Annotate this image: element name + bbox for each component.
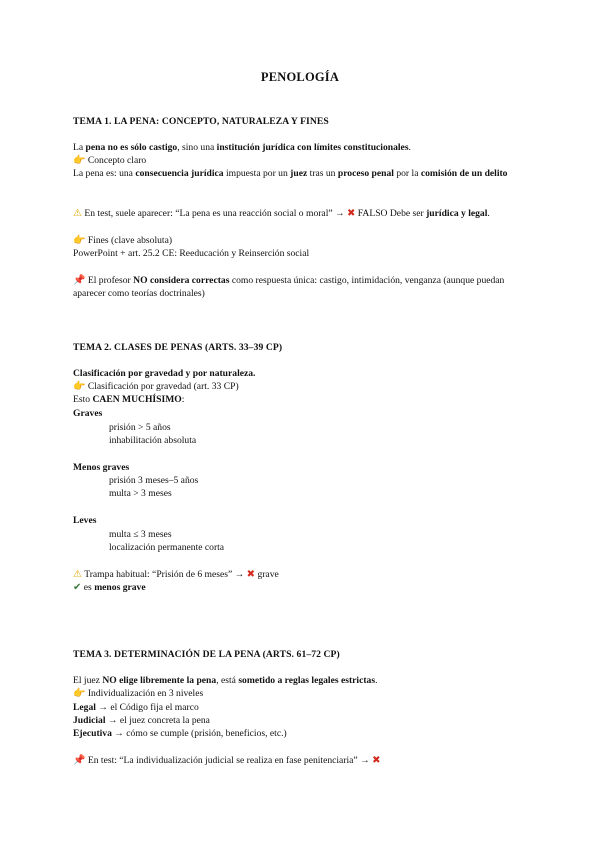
tema-2-sub: Clasificación por gravedad y por naturaleza. bbox=[73, 368, 256, 379]
nivel-judicial: Judicial → el juez concreta la pena bbox=[73, 715, 210, 726]
graves-item: inhabilitación absoluta bbox=[109, 435, 197, 446]
nivel-ejecutiva: Ejecutiva → cómo se cumple (prisión, beneficios, etc.) bbox=[73, 728, 287, 739]
graves-label: Graves bbox=[73, 408, 103, 419]
tema-3-heading: TEMA 3. DETERMINACIÓN DE LA PENA (ARTS. 61–72 CP) bbox=[73, 649, 340, 660]
fines-label-line: 👉 Fines (clave absoluta) bbox=[73, 235, 173, 246]
tema-3-intro: El juez NO elige libremente la pena, está sometido a reglas legales estrictas. bbox=[73, 675, 378, 686]
profesor-note: 📌 El profesor NO considera correctas como respuesta única: castigo, intimidación, venganza (aunque puedan aparecer como teorías doctrinales) bbox=[73, 275, 505, 299]
tema-1-heading: TEMA 1. LA PENA: CONCEPTO, NATURALEZA Y FINES bbox=[73, 116, 329, 127]
trampa-line: ⚠ Trampa habitual: “Prisión de 6 meses” → ✖ grave bbox=[73, 569, 279, 580]
concepto-line: 👉 Concepto claro bbox=[73, 155, 147, 166]
document-title: PENOLOGÍA bbox=[260, 70, 340, 84]
individualizacion-line: 👉 Individualización en 3 niveles bbox=[73, 688, 204, 699]
fines-text: PowerPoint + art. 25.2 CE: Reeducación y Reinserción social bbox=[73, 248, 310, 259]
menos-graves-item: prisión 3 meses–5 años bbox=[109, 475, 199, 486]
caen-line: Esto CAEN MUCHÍSIMO: bbox=[73, 394, 185, 405]
menos-grave-line: ✔ es menos grave bbox=[73, 582, 146, 593]
test-line: 📌 En test: “La individualización judicial se realiza en fase penitenciaria” → ✖ bbox=[73, 755, 381, 766]
graves-item: prisión > 5 años bbox=[109, 422, 171, 433]
pointing-hand-icon: 👉 bbox=[73, 155, 86, 166]
menos-graves-item: multa > 3 meses bbox=[109, 488, 172, 499]
nivel-legal: Legal → el Código fija el marco bbox=[73, 702, 199, 713]
menos-graves-label: Menos graves bbox=[73, 462, 130, 473]
leves-label: Leves bbox=[73, 515, 97, 526]
check-mark-icon: ✔ bbox=[73, 582, 82, 593]
tema-1-intro: La pena no es sólo castigo, sino una institución jurídica con límites constitucionales. bbox=[73, 142, 411, 153]
pointing-hand-icon: 👉 bbox=[73, 381, 86, 392]
pointing-hand-icon: 👉 bbox=[73, 235, 86, 246]
pushpin-icon: 📌 bbox=[73, 755, 86, 766]
tema-2-heading: TEMA 2. CLASES DE PENAS (ARTS. 33–39 CP) bbox=[73, 342, 283, 353]
definicion-pena: La pena es: una consecuencia jurídica impuesta por un juez tras un proceso penal por la comisión de un delito bbox=[73, 168, 508, 179]
cross-mark-icon: ✖ bbox=[246, 569, 256, 580]
pointing-hand-icon: 👉 bbox=[73, 688, 86, 699]
leves-item: localización permanente corta bbox=[109, 542, 225, 553]
leves-item: multa ≤ 3 meses bbox=[109, 529, 172, 540]
warning-line: ⚠ En test, suele aparecer: “La pena es una reacción social o moral” → ✖ FALSO Debe ser jurídica y legal. bbox=[73, 208, 490, 219]
cross-mark-icon: ✖ bbox=[372, 755, 381, 766]
pushpin-icon: 📌 bbox=[73, 275, 86, 286]
warning-icon: ⚠ bbox=[73, 569, 82, 580]
warning-icon: ⚠ bbox=[73, 208, 82, 219]
gravedad-line: 👉 Clasificación por gravedad (art. 33 CP) bbox=[73, 381, 239, 392]
cross-mark-icon: ✖ bbox=[347, 208, 356, 219]
